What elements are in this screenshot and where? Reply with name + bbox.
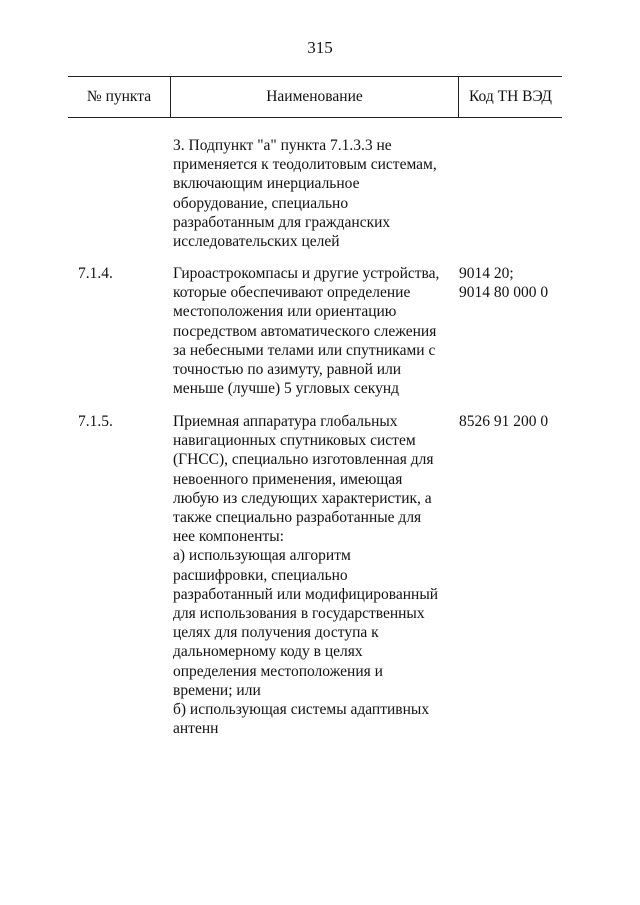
continuation-text xyxy=(173,136,455,251)
header-name-column: Наименование xyxy=(171,77,459,117)
text-line: (ГНСС), специально изготовленная для xyxy=(173,451,434,469)
text-line: а) использующая алгоритм xyxy=(173,547,351,565)
row-code xyxy=(459,412,569,431)
text-line: Приемная аппаратура глобальных xyxy=(173,413,398,430)
text-line: б) использующая системы адаптивных xyxy=(173,701,430,719)
text-line: разработанный или модифицированный xyxy=(173,585,439,603)
text-line: любую из следующих характеристик, а xyxy=(173,489,432,507)
text-line: расшифровки, специально xyxy=(173,566,348,584)
row-name xyxy=(173,412,455,738)
text-line: Гироастрокомпасы и другие устройства, xyxy=(173,265,440,282)
code-line: 8526 91 200 0 xyxy=(459,413,549,430)
row-name xyxy=(173,264,455,398)
text-line: посредством автоматического слежения xyxy=(173,322,437,340)
text-line: 3. Подпункт "а" пункта 7.1.3.3 не xyxy=(173,137,392,154)
text-line: нее компоненты: xyxy=(173,528,284,546)
text-line: разработанным для гражданских xyxy=(173,213,391,231)
header-number-column: № пункта xyxy=(68,77,171,117)
text-line: меньше (лучше) 5 угловых секунд xyxy=(173,380,400,398)
text-line: включающим инерциальное xyxy=(173,175,360,193)
text-line: навигационных спутниковых систем xyxy=(173,432,416,450)
code-line: 9014 20; xyxy=(459,265,514,282)
text-line: невоенного применения, имеющая xyxy=(173,470,403,488)
text-line: дальномерному коду в целях xyxy=(173,643,363,661)
table-header xyxy=(68,76,562,118)
row-code xyxy=(459,264,569,302)
text-line: определения местоположения и xyxy=(173,662,383,680)
text-line: точностью по азимуту, равной или xyxy=(173,361,402,379)
text-line: которые обеспечивают определение xyxy=(173,284,411,302)
text-line: исследовательских целей xyxy=(173,233,340,251)
text-line: местоположения или ориентацию xyxy=(173,303,397,321)
page-number: 315 xyxy=(307,38,333,57)
text-line: для использования в государственных xyxy=(173,605,425,623)
text-line: применяется к теодолитовым системам, xyxy=(173,156,437,174)
row-number: 7.1.4. xyxy=(78,265,113,282)
text-line: оборудование, специально xyxy=(173,194,349,212)
row-number: 7.1.5. xyxy=(78,413,113,430)
text-line: времени; или xyxy=(173,681,261,699)
text-line: антенн xyxy=(173,720,219,738)
header-code-column: Код ТН ВЭД xyxy=(468,88,552,105)
code-line: 9014 80 000 0 xyxy=(459,284,549,302)
text-line: за небесными телами или спутниками с xyxy=(173,341,436,359)
text-line: целях для получения доступа к xyxy=(173,624,379,642)
text-line: также специально разработанные для xyxy=(173,509,422,527)
